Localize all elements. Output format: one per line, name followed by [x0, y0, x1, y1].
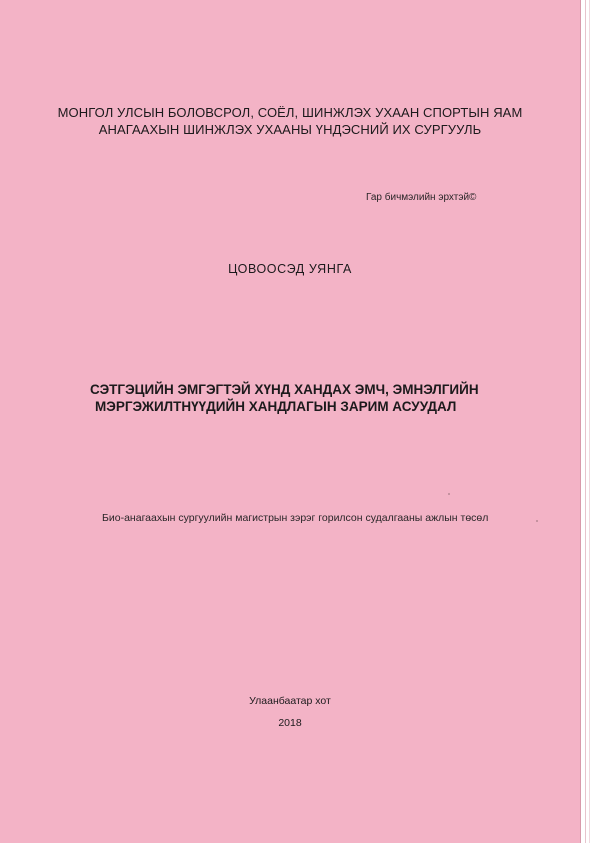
scan-speck [448, 493, 450, 495]
year: 2018 [278, 717, 302, 729]
copyright-note: Гар бичмэлийн эрхтэй© [366, 192, 477, 203]
university-line: АНАГААХЫН ШИНЖЛЭХ УХААНЫ ҮНДЭСНИЙ ИХ СУРГУУЛЬ [98, 122, 482, 137]
page-edge [580, 0, 581, 843]
thesis-title [90, 381, 479, 415]
ministry-line-1: МОНГОЛ УЛСЫН БОЛОВСРОЛ, СОЁЛ, ШИНЖЛЭХ УХААН СПОРТЫН ЯАМ [57, 105, 523, 120]
page-edge [585, 0, 586, 843]
author-name: ЦОВООСЭД УЯНГА [228, 262, 352, 276]
page-edge [589, 0, 590, 843]
thesis-title-line-2: МЭРГЭЖИЛТНҮҮДИЙН ХАНДЛАГЫН ЗАРИМ АСУУДАЛ [95, 399, 457, 414]
thesis-description: Био-анагаахын сургуулийн магистрын зэрэг горилсон судалгааны ажлын төсөл [102, 512, 489, 524]
scan-speck [536, 520, 538, 522]
thesis-title-line-1: СЭТГЭЦИЙН ЭМГЭГТЭЙ ХҮНД ХАНДАХ ЭМЧ, ЭМНЭЛГИЙН [90, 382, 479, 397]
ministry-header [0, 104, 580, 138]
city-name: Улаанбаатар хот [249, 695, 331, 707]
